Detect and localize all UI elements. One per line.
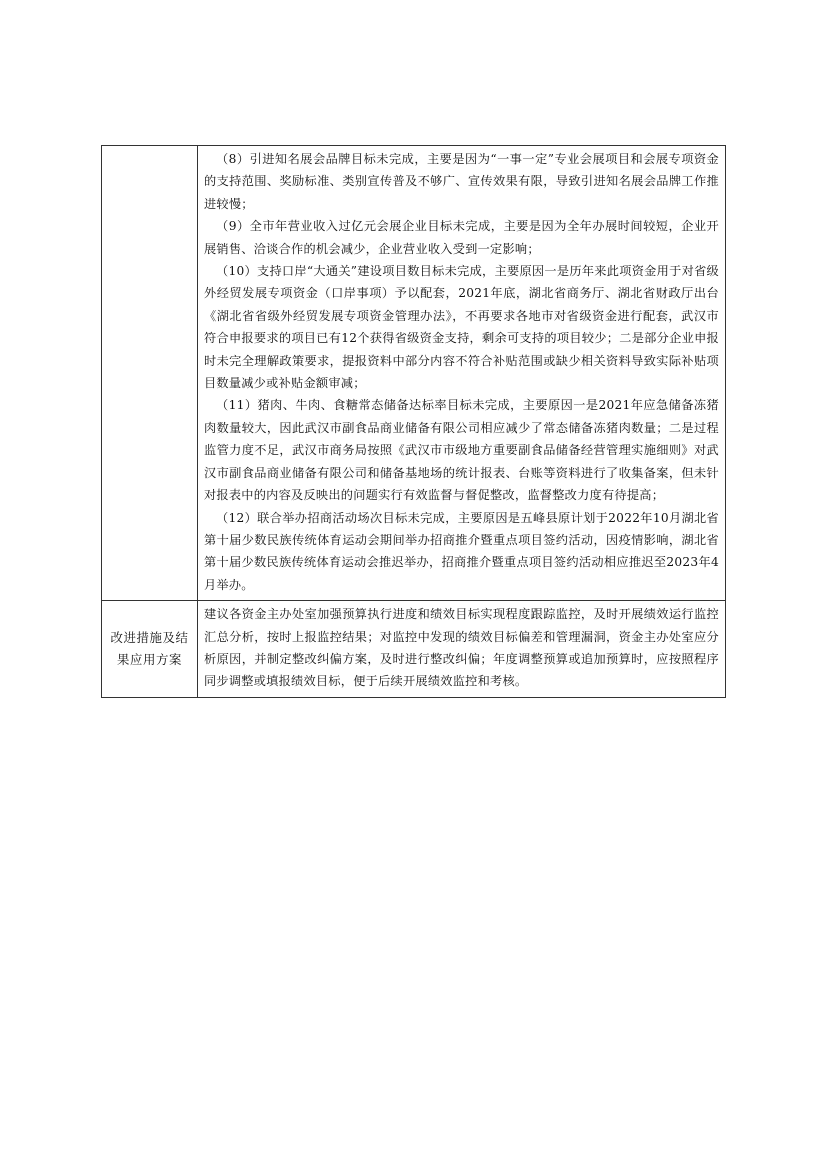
reason-10-paragraph: （10）支持口岸“大通关”建设项目数目标未完成，主要原因一是历年来此项资金用于对省级外经贸发展专项资金（口岸事项）予以配套，2021年底，湖北省商务厅、湖北省财政厅出台《湖北省省级外经贸发展专项资金管理办法》，不再要求各地市对省级资金进行配套，武汉市符合申报要求的项目已有12个获得省级资金支持，剩余可支持的项目较少；二是部分企业申报时未完全理解政策要求，提报资料中部分内容不符合补贴范围或缺少相关资料导致实际补贴项目数量减少或补贴金额审减； xyxy=(204,264,719,391)
improvement-label: 改进措施及结果应用方案 xyxy=(102,601,198,698)
row-label-empty xyxy=(102,146,198,601)
improvement-paragraph: 建议各资金主办处室加强预算执行进度和绩效目标实现程度跟踪监控，及时开展绩效运行监控汇总分析，按时上报监控结果；对监控中发现的绩效目标偏差和管理漏洞，资金主办处室应分析原因，并制定整改纠偏方案，及时进行整改纠偏；年度调整预算或追加预算时，应按照程序同步调整或填报绩效目标，便于后续开展绩效监控和考核。 xyxy=(204,607,719,689)
reason-9-paragraph: （9）全市年营业收入过亿元会展企业目标未完成，主要是因为全年办展时间较短，企业开展销售、洽谈合作的机会减少，企业营业收入受到一定影响； xyxy=(204,219,719,256)
reason-8-paragraph: （8）引进知名展会品牌目标未完成，主要是因为“一事一定”专业会展项目和会展专项资金的支持范围、奖励标准、类别宣传普及不够广、宣传效果有限，导致引进知名展会品牌工作推进较慢； xyxy=(204,152,719,211)
performance-table xyxy=(101,145,726,698)
reason-11-paragraph: （11）猪肉、牛肉、食糖常态储备达标率目标未完成，主要原因一是2021年应急储备冻猪肉数量较大，因此武汉市副食品商业储备有限公司相应减少了常态储备冻猪肉数量；二是过程监管力度不足，武汉市商务局按照《武汉市市级地方重要副食品储备经营管理实施细则》对武汉市副食品商业储备有限公司和储备基地场的统计报表、台账等资料进行了收集备案，但未针对报表中的内容及反映出的问题实行有效监督与督促整改，监督整改力度有待提高； xyxy=(204,398,719,503)
reasons-cell xyxy=(198,146,726,601)
table-row-reasons xyxy=(102,146,726,601)
reason-12-paragraph: （12）联合举办招商活动场次目标未完成，主要原因是五峰县原计划于2022年10月湖北省第十届少数民族传统体育运动会期间举办招商推介暨重点项目签约活动，因疫情影响，湖北省第十届少数民族传统体育运动会推迟举办，招商推介暨重点项目签约活动相应推迟至2023年4月举办。 xyxy=(204,510,719,592)
improvement-cell xyxy=(198,601,726,698)
table-row-improvement xyxy=(102,601,726,698)
